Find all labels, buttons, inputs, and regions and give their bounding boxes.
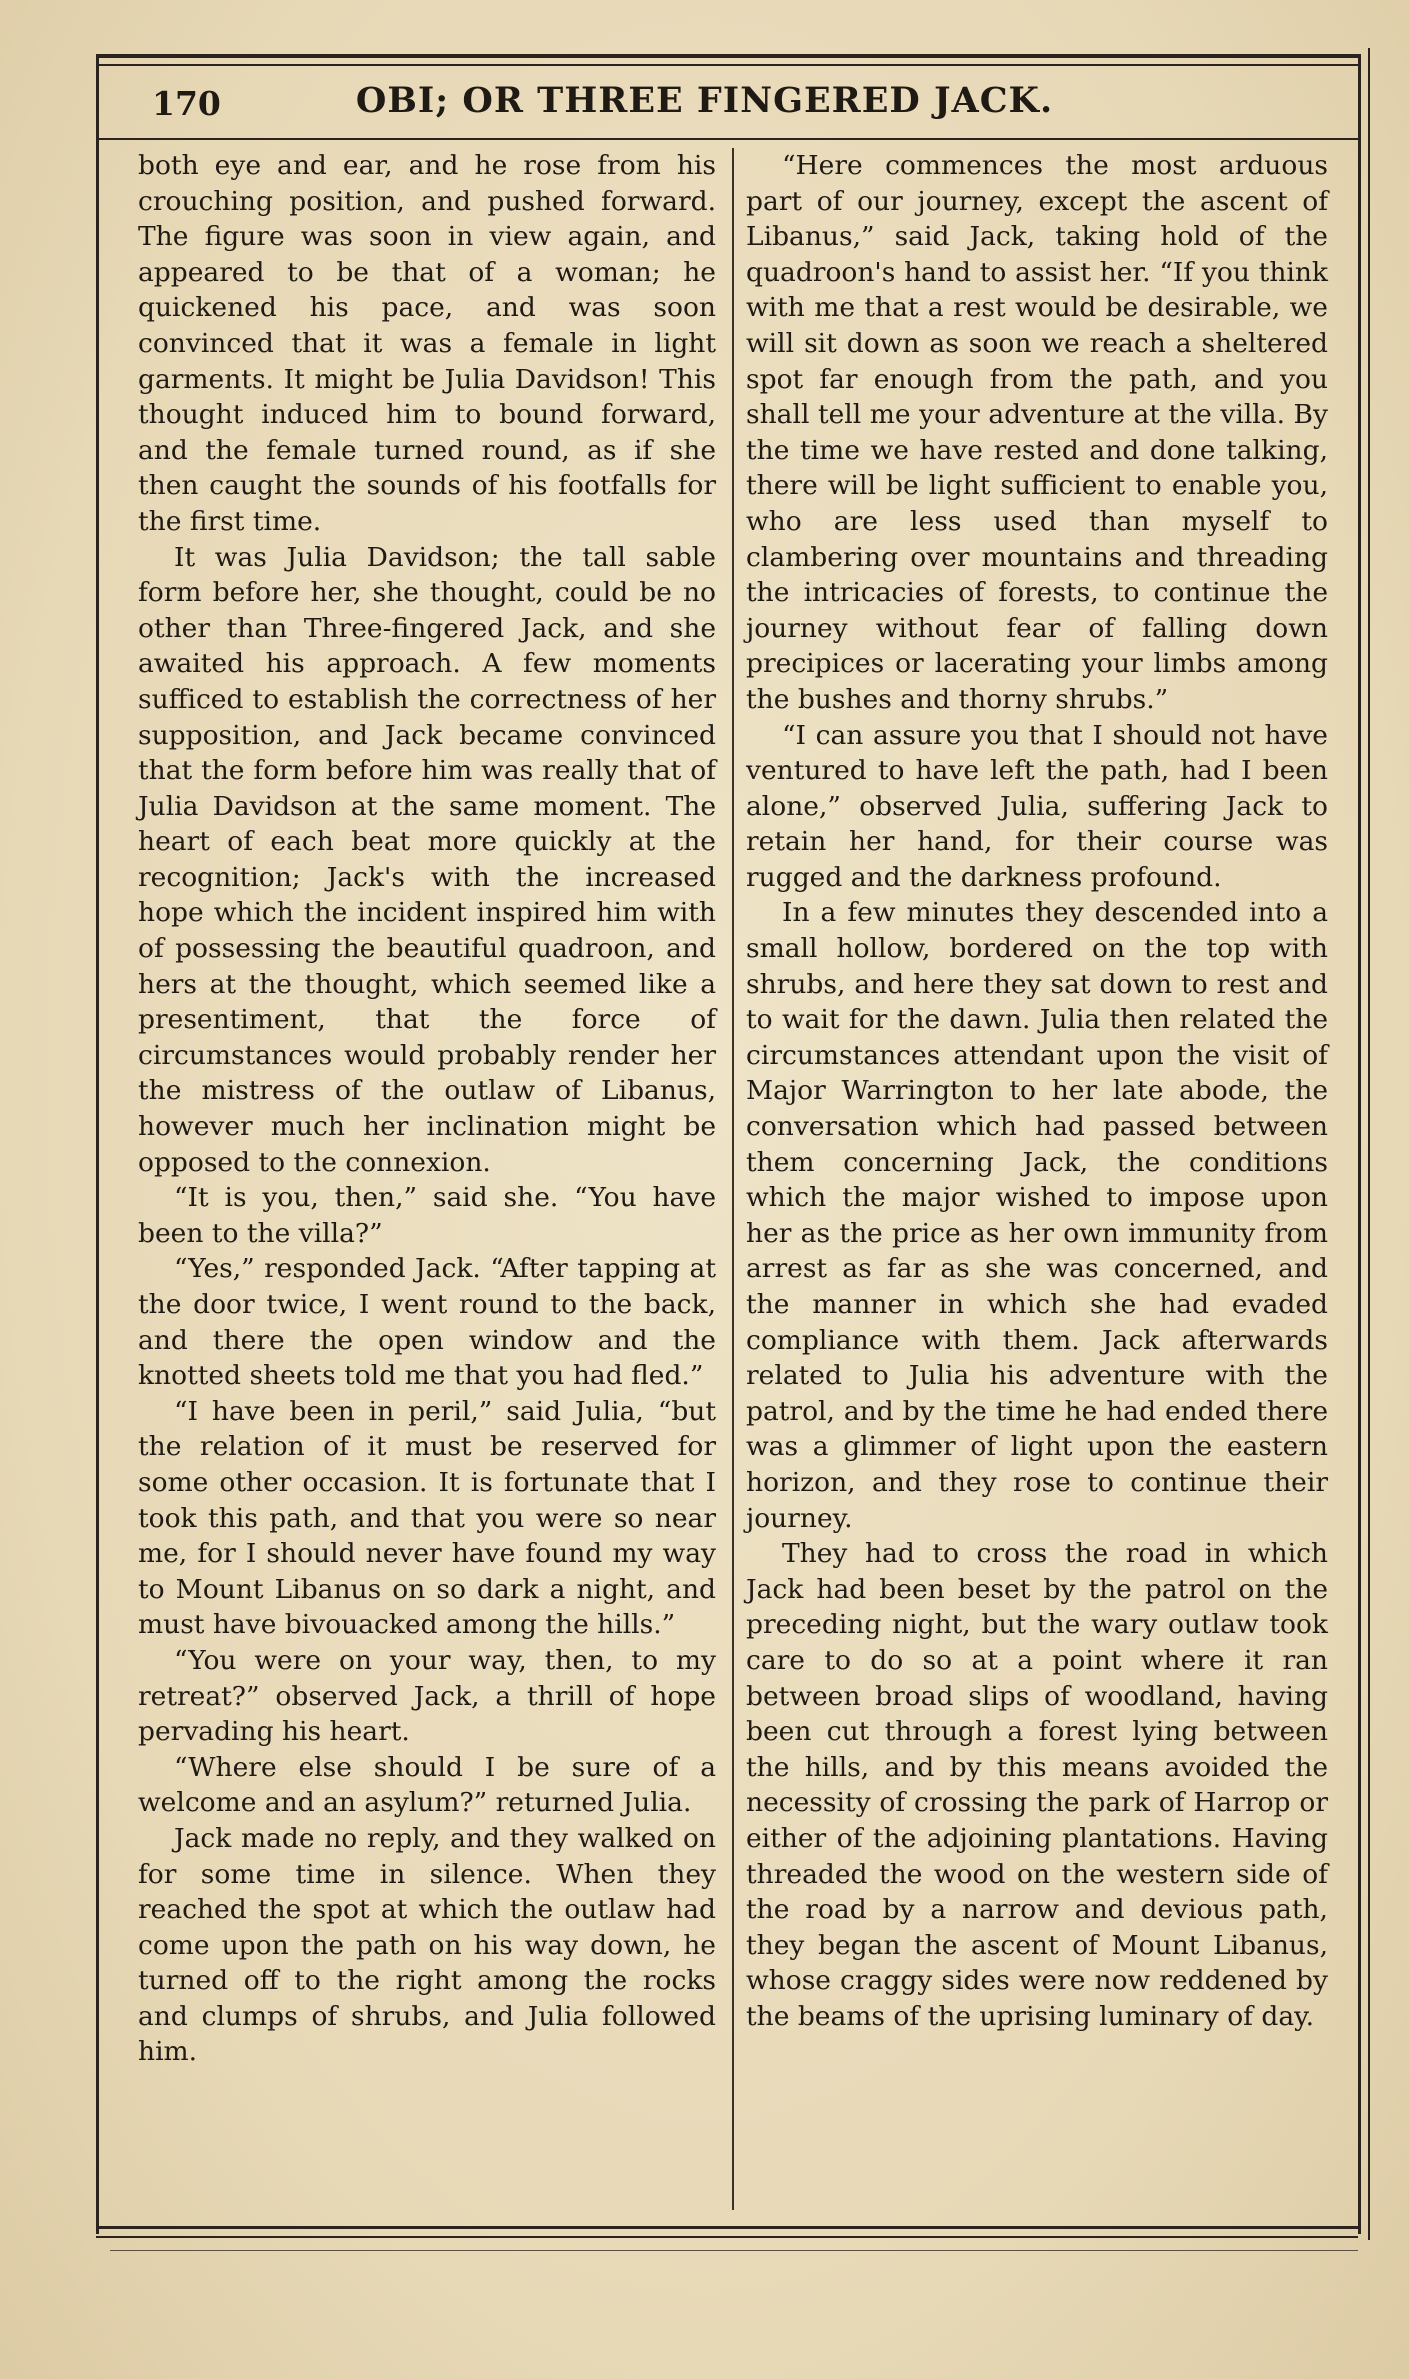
- paragraph: It was Julia Davidson; the tall sable form before her, she thought, could be no other than Three-fingered Jack, and she awaited his approach. A few moments sufficed to establish the correctness of her supposition, and Jack became convinced that the form before him was really that of Julia Davidson at the same moment. The heart of each beat more quickly at the recognition; Jack's with the increased hope which the incident inspired him with of possessing the beautiful quadroon, and hers at the thought, which seemed like a presentiment, that the force of circumstances would probably render her the mistress of the outlaw of Libanus, however much her inclination might be opposed to the connexion.: [138, 541, 716, 1178]
- page-number: 170: [152, 84, 221, 123]
- top-rule-thin: [96, 64, 1358, 66]
- column-divider: [732, 148, 734, 2210]
- paragraph: “I can assure you that I should not have ventured to have left the path, had I been alone,” observed Julia, suffering Jack to retain her hand, for their course was rugged and the darkness profound.: [746, 719, 1328, 893]
- paragraph: “Where else should I be sure of a welcome and an asylum?” returned Julia.: [138, 1751, 716, 1819]
- bottom-rule: [96, 2226, 1358, 2229]
- header-rule: [96, 138, 1358, 140]
- right-column: [746, 148, 1328, 2034]
- bottom-rule-hairline: [110, 2250, 1358, 2251]
- paragraph: In a few minutes they descended into a small hollow, bordered on the top with shrubs, and here they sat down to rest and to wait for the dawn. Julia then related the circumstances attendant upon the visit of Major Warrington to her late abode, the conversation which had passed between them concerning Jack, the conditions which the major wished to impose upon her as the price as her own immunity from arrest as far as she was concerned, and the manner in which she had evaded compliance with them. Jack afterwards related to Julia his adventure with the patrol, and by the time he had ended there was a glimmer of light upon the eastern horizon, and they rose to continue their journey.: [746, 897, 1328, 1534]
- top-rule: [96, 54, 1358, 58]
- right-border-outer: [1368, 48, 1370, 2240]
- paragraph: “You were on your way, then, to my retreat?” observed Jack, a thrill of hope pervading his heart.: [138, 1644, 716, 1748]
- right-border: [1358, 54, 1361, 2234]
- paragraph: They had to cross the road in which Jack had been beset by the patrol on the preceding night, but the wary outlaw took care to do so at a point where it ran between broad slips of woodland, having been cut through a forest lying between the hills, and by this means avoided the necessity of crossing the park of Harrop or either of the adjoining plantations. Having threaded the wood on the western side of the road by a narrow and devious path, they began the ascent of Mount Libanus, whose craggy sides were now reddened by the beams of the uprising luminary of day.: [746, 1538, 1328, 2032]
- paragraph: Jack made no reply, and they walked on for some time in silence. When they reached the spot at which the outlaw had come upon the path on his way down, he turned off to the right among the rocks and clumps of shrubs, and Julia followed him.: [138, 1822, 716, 2068]
- running-title: OBI; OR THREE FINGERED JACK.: [355, 80, 1054, 121]
- paragraph: “It is you, then,” said she. “You have been to the villa?”: [138, 1182, 716, 1249]
- bottom-rule-thin: [96, 2236, 1358, 2238]
- paragraph: “I have been in peril,” said Julia, “but the relation of it must be reserved for some other occasion. It is fortunate that I took this path, and that you were so near me, for I should never have found my way to Mount Libanus on so dark a night, and must have bivouacked among the hills.”: [138, 1395, 716, 1641]
- left-border: [96, 54, 99, 2234]
- paragraph: both eye and ear, and he rose from his crouching position, and pushed forward. The figure was soon in view again, and appeared to be that of a woman; he quickened his pace, and was soon convinced that it was a female in light garments. It might be Julia Davidson! This thought induced him to bound forward, and the female turned round, as if she then caught the sounds of his footfalls for the first time.: [138, 150, 716, 537]
- paragraph: “Here commences the most arduous part of our journey, except the ascent of Libanus,” said Jack, taking hold of the quadroon's hand to assist her. “If you think with me that a rest would be desirable, we will sit down as soon we reach a sheltered spot far enough from the path, and you shall tell me your adventure at the villa. By the time we have rested and done talking, there will be light sufficient to enable you, who are less used than myself to clambering over mountains and threading the intricacies of forests, to continue the journey without fear of falling down precipices or lacerating your limbs among the bushes and thorny shrubs.”: [746, 150, 1328, 715]
- paragraph: “Yes,” responded Jack. “After tapping at the door twice, I went round to the back, and there the open window and the knotted sheets told me that you had fled.”: [138, 1253, 716, 1392]
- left-column: [138, 148, 716, 2070]
